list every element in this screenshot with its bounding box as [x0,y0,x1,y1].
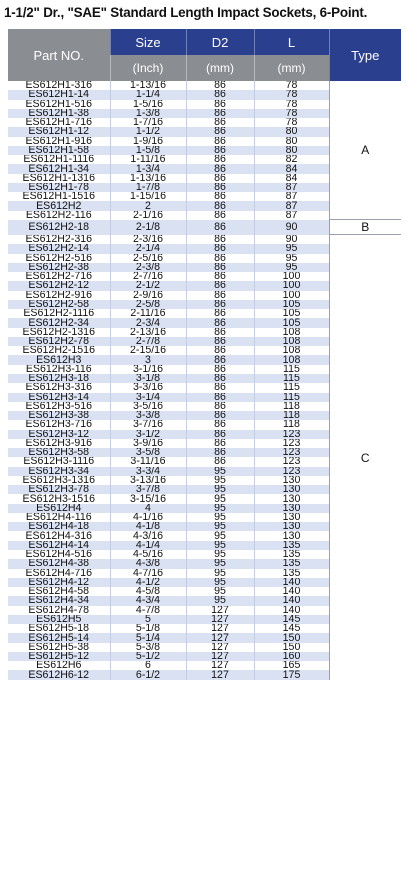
cell-part-no: ES612H4-38 [8,559,110,568]
cell-l: 130 [254,494,329,503]
cell-d2: 86 [186,383,254,392]
cell-part-no: ES612H1-1116 [8,155,110,164]
cell-l: 95 [254,244,329,253]
cell-d2: 95 [186,596,254,605]
cell-size: 3-1/16 [110,365,186,374]
cell-part-no: ES612H1-916 [8,137,110,146]
cell-d2: 86 [186,137,254,146]
cell-part-no: ES612H4-34 [8,596,110,605]
cell-l: 78 [254,90,329,99]
cell-l: 115 [254,374,329,383]
cell-l: 145 [254,624,329,633]
cell-part-no: ES612H6 [8,661,110,670]
cell-d2: 86 [186,211,254,220]
cell-d2: 86 [186,355,254,364]
cell-size: 3-1/2 [110,430,186,439]
cell-size: 4-5/16 [110,550,186,559]
cell-d2: 95 [186,513,254,522]
cell-size: 4-7/8 [110,606,186,615]
cell-size: 6-1/2 [110,670,186,679]
cell-part-no: ES612H3-116 [8,365,110,374]
cell-d2: 86 [186,244,254,253]
cell-d2: 86 [186,420,254,429]
cell-d2: 95 [186,569,254,578]
cell-l: 105 [254,300,329,309]
cell-size: 2-7/8 [110,337,186,346]
cell-d2: 86 [186,411,254,420]
cell-l: 100 [254,291,329,300]
cell-part-no: ES612H2-18 [8,220,110,235]
cell-part-no: ES612H3-34 [8,467,110,476]
cell-l: 175 [254,670,329,679]
cell-size: 1-1/2 [110,127,186,136]
cell-part-no: ES612H3 [8,355,110,364]
cell-l: 135 [254,559,329,568]
header-l-unit: (mm) [254,55,329,81]
cell-part-no: ES612H3-58 [8,448,110,457]
cell-part-no: ES612H2-316 [8,235,110,244]
cell-l: 95 [254,263,329,272]
cell-size: 1-7/16 [110,118,186,127]
cell-l: 78 [254,100,329,109]
cell-part-no: ES612H5-38 [8,643,110,652]
cell-d2: 86 [186,365,254,374]
cell-size: 3-15/16 [110,494,186,503]
cell-part-no: ES612H2 [8,201,110,210]
cell-size: 3 [110,355,186,364]
socket-spec-table [8,29,401,680]
cell-l: 118 [254,420,329,429]
cell-size: 1-1/4 [110,90,186,99]
cell-size: 1-11/16 [110,155,186,164]
cell-d2: 95 [186,494,254,503]
cell-d2: 86 [186,263,254,272]
cell-l: 140 [254,578,329,587]
cell-part-no: ES612H5-12 [8,652,110,661]
cell-size: 3-3/16 [110,383,186,392]
cell-part-no: ES612H3-1316 [8,476,110,485]
cell-d2: 86 [186,90,254,99]
cell-l: 118 [254,411,329,420]
cell-l: 87 [254,211,329,220]
cell-part-no: ES612H2-34 [8,318,110,327]
cell-size: 5-1/8 [110,624,186,633]
cell-size: 5-1/2 [110,652,186,661]
cell-l: 80 [254,137,329,146]
cell-d2: 86 [186,448,254,457]
cell-part-no: ES612H3-1116 [8,457,110,466]
cell-d2: 86 [186,402,254,411]
cell-l: 105 [254,309,329,318]
cell-part-no: ES612H3-18 [8,374,110,383]
cell-size: 2-9/16 [110,291,186,300]
cell-size: 2-3/8 [110,263,186,272]
cell-size: 3-7/8 [110,485,186,494]
cell-size: 6 [110,661,186,670]
cell-l: 90 [254,235,329,244]
cell-part-no: ES612H1-316 [8,81,110,90]
cell-part-no: ES612H1-1516 [8,192,110,201]
cell-d2: 127 [186,615,254,624]
cell-d2: 86 [186,192,254,201]
cell-size: 4-3/8 [110,559,186,568]
cell-size: 3-5/16 [110,402,186,411]
cell-l: 130 [254,476,329,485]
cell-part-no: ES612H1-14 [8,90,110,99]
cell-part-no: ES612H4-78 [8,606,110,615]
cell-l: 130 [254,504,329,513]
cell-d2: 95 [186,504,254,513]
cell-size: 2-11/16 [110,309,186,318]
cell-part-no: ES612H3-916 [8,439,110,448]
cell-part-no: ES612H4-116 [8,513,110,522]
cell-d2: 86 [186,155,254,164]
cell-part-no: ES612H5-14 [8,633,110,642]
cell-d2: 127 [186,633,254,642]
cell-size: 5-1/4 [110,633,186,642]
cell-size: 4-1/16 [110,513,186,522]
table-body [8,81,401,680]
cell-l: 108 [254,337,329,346]
cell-d2: 86 [186,201,254,210]
cell-part-no: ES612H6-12 [8,670,110,679]
cell-d2: 86 [186,346,254,355]
cell-size: 2-3/4 [110,318,186,327]
cell-d2: 86 [186,272,254,281]
cell-part-no: ES612H4 [8,504,110,513]
table-row [8,235,401,244]
cell-d2: 86 [186,300,254,309]
cell-d2: 86 [186,81,254,90]
cell-part-no: ES612H4-516 [8,550,110,559]
cell-l: 84 [254,174,329,183]
header-d2-unit: (mm) [186,55,254,81]
cell-l: 108 [254,328,329,337]
cell-d2: 127 [186,652,254,661]
cell-part-no: ES612H2-116 [8,211,110,220]
cell-l: 95 [254,254,329,263]
cell-l: 150 [254,633,329,642]
cell-l: 160 [254,652,329,661]
cell-part-no: ES612H1-1316 [8,174,110,183]
cell-l: 123 [254,439,329,448]
cell-d2: 127 [186,624,254,633]
cell-d2: 86 [186,127,254,136]
cell-size: 4-7/16 [110,569,186,578]
cell-d2: 86 [186,118,254,127]
cell-size: 1-5/8 [110,146,186,155]
cell-part-no: ES612H4-14 [8,541,110,550]
cell-l: 78 [254,81,329,90]
cell-l: 123 [254,467,329,476]
cell-part-no: ES612H4-316 [8,531,110,540]
cell-part-no: ES612H2-916 [8,291,110,300]
cell-d2: 95 [186,485,254,494]
cell-l: 84 [254,164,329,173]
cell-part-no: ES612H3-12 [8,430,110,439]
cell-part-no: ES612H5 [8,615,110,624]
cell-part-no: ES612H3-516 [8,402,110,411]
cell-part-no: ES612H2-516 [8,254,110,263]
cell-size: 3-3/8 [110,411,186,420]
header-l: L [254,29,329,55]
cell-part-no: ES612H2-78 [8,337,110,346]
cell-part-no: ES612H1-34 [8,164,110,173]
header-type: Type [329,29,401,81]
cell-part-no: ES612H3-316 [8,383,110,392]
cell-d2: 95 [186,476,254,485]
cell-part-no: ES612H2-1516 [8,346,110,355]
type-group-a: A [329,81,401,220]
table-row [8,81,401,90]
cell-part-no: ES612H1-12 [8,127,110,136]
cell-size: 4-3/16 [110,531,186,540]
cell-d2: 86 [186,174,254,183]
cell-d2: 86 [186,328,254,337]
cell-part-no: ES612H2-12 [8,281,110,290]
cell-size: 2-1/8 [110,220,186,235]
cell-part-no: ES612H4-12 [8,578,110,587]
cell-l: 123 [254,448,329,457]
cell-l: 105 [254,318,329,327]
cell-d2: 127 [186,606,254,615]
cell-part-no: ES612H3-716 [8,420,110,429]
cell-size: 4-1/8 [110,522,186,531]
cell-d2: 86 [186,100,254,109]
cell-l: 108 [254,346,329,355]
cell-part-no: ES612H2-1116 [8,309,110,318]
cell-size: 2-13/16 [110,328,186,337]
cell-l: 80 [254,146,329,155]
cell-l: 140 [254,606,329,615]
cell-l: 135 [254,569,329,578]
cell-size: 3-3/4 [110,467,186,476]
cell-l: 87 [254,201,329,210]
header-part-no: Part NO. [8,29,110,81]
cell-part-no: ES612H1-38 [8,109,110,118]
cell-l: 100 [254,281,329,290]
table-row [8,220,401,235]
cell-d2: 86 [186,109,254,118]
cell-l: 123 [254,430,329,439]
cell-l: 87 [254,183,329,192]
cell-l: 115 [254,393,329,402]
cell-l: 130 [254,485,329,494]
header-size: Size [110,29,186,55]
cell-size: 3-7/16 [110,420,186,429]
cell-l: 78 [254,118,329,127]
socket-spec-table-container [8,29,401,680]
cell-l: 118 [254,402,329,411]
type-group-c: C [329,235,401,680]
cell-d2: 86 [186,439,254,448]
cell-size: 4-5/8 [110,587,186,596]
cell-part-no: ES612H1-58 [8,146,110,155]
cell-l: 90 [254,220,329,235]
cell-part-no: ES612H4-18 [8,522,110,531]
cell-l: 150 [254,643,329,652]
cell-size: 2-1/16 [110,211,186,220]
cell-size: 1-3/4 [110,164,186,173]
cell-size: 2 [110,201,186,210]
cell-l: 78 [254,109,329,118]
cell-size: 1-13/16 [110,174,186,183]
cell-part-no: ES612H2-38 [8,263,110,272]
cell-d2: 86 [186,393,254,402]
cell-size: 2-7/16 [110,272,186,281]
cell-size: 2-1/4 [110,244,186,253]
cell-size: 1-5/16 [110,100,186,109]
cell-d2: 86 [186,430,254,439]
cell-size: 3-1/8 [110,374,186,383]
cell-l: 140 [254,587,329,596]
header-size-unit: (Inch) [110,55,186,81]
cell-part-no: ES612H3-14 [8,393,110,402]
cell-d2: 95 [186,550,254,559]
cell-part-no: ES612H4-58 [8,587,110,596]
cell-d2: 95 [186,531,254,540]
cell-d2: 95 [186,578,254,587]
cell-size: 1-15/16 [110,192,186,201]
cell-l: 100 [254,272,329,281]
cell-l: 87 [254,192,329,201]
cell-d2: 86 [186,235,254,244]
cell-part-no: ES612H4-716 [8,569,110,578]
cell-size: 1-9/16 [110,137,186,146]
cell-l: 130 [254,531,329,540]
cell-size: 4 [110,504,186,513]
cell-size: 5-3/8 [110,643,186,652]
cell-d2: 86 [186,220,254,235]
cell-part-no: ES612H5-18 [8,624,110,633]
cell-d2: 86 [186,164,254,173]
cell-size: 3-9/16 [110,439,186,448]
cell-size: 2-5/16 [110,254,186,263]
cell-part-no: ES612H2-716 [8,272,110,281]
cell-l: 80 [254,127,329,136]
cell-l: 135 [254,550,329,559]
cell-size: 2-1/2 [110,281,186,290]
cell-size: 1-7/8 [110,183,186,192]
cell-d2: 86 [186,309,254,318]
cell-d2: 95 [186,559,254,568]
cell-d2: 95 [186,467,254,476]
cell-size: 1-13/16 [110,81,186,90]
cell-l: 165 [254,661,329,670]
cell-size: 3-5/8 [110,448,186,457]
cell-d2: 86 [186,337,254,346]
cell-size: 4-1/4 [110,541,186,550]
cell-l: 115 [254,383,329,392]
cell-l: 135 [254,541,329,550]
cell-part-no: ES612H3-1516 [8,494,110,503]
cell-size: 4-3/4 [110,596,186,605]
cell-d2: 86 [186,281,254,290]
cell-d2: 86 [186,318,254,327]
cell-part-no: ES612H1-716 [8,118,110,127]
cell-size: 1-3/8 [110,109,186,118]
cell-size: 2-3/16 [110,235,186,244]
cell-l: 130 [254,522,329,531]
cell-size: 2-5/8 [110,300,186,309]
cell-d2: 86 [186,374,254,383]
cell-d2: 86 [186,291,254,300]
cell-part-no: ES612H2-58 [8,300,110,309]
cell-part-no: ES612H3-78 [8,485,110,494]
cell-part-no: ES612H1-78 [8,183,110,192]
cell-size: 3-11/16 [110,457,186,466]
cell-d2: 86 [186,183,254,192]
cell-size: 3-1/4 [110,393,186,402]
page-title: 1-1/2" Dr., "SAE" Standard Length Impact Sockets, 6-Point. [4,5,368,20]
cell-d2: 95 [186,587,254,596]
cell-d2: 95 [186,522,254,531]
type-group-b: B [329,220,401,235]
cell-d2: 86 [186,457,254,466]
cell-size: 5 [110,615,186,624]
cell-d2: 86 [186,146,254,155]
cell-l: 130 [254,513,329,522]
cell-part-no: ES612H2-1316 [8,328,110,337]
cell-l: 82 [254,155,329,164]
cell-l: 115 [254,365,329,374]
header-d2: D2 [186,29,254,55]
cell-part-no: ES612H1-516 [8,100,110,109]
cell-d2: 95 [186,541,254,550]
cell-d2: 127 [186,661,254,670]
cell-size: 3-13/16 [110,476,186,485]
table-header [8,29,401,81]
cell-l: 145 [254,615,329,624]
cell-d2: 86 [186,254,254,263]
cell-size: 2-15/16 [110,346,186,355]
cell-part-no: ES612H2-14 [8,244,110,253]
cell-d2: 127 [186,643,254,652]
cell-part-no: ES612H3-38 [8,411,110,420]
cell-l: 123 [254,457,329,466]
cell-d2: 127 [186,670,254,679]
cell-l: 140 [254,596,329,605]
cell-l: 108 [254,355,329,364]
cell-size: 4-1/2 [110,578,186,587]
